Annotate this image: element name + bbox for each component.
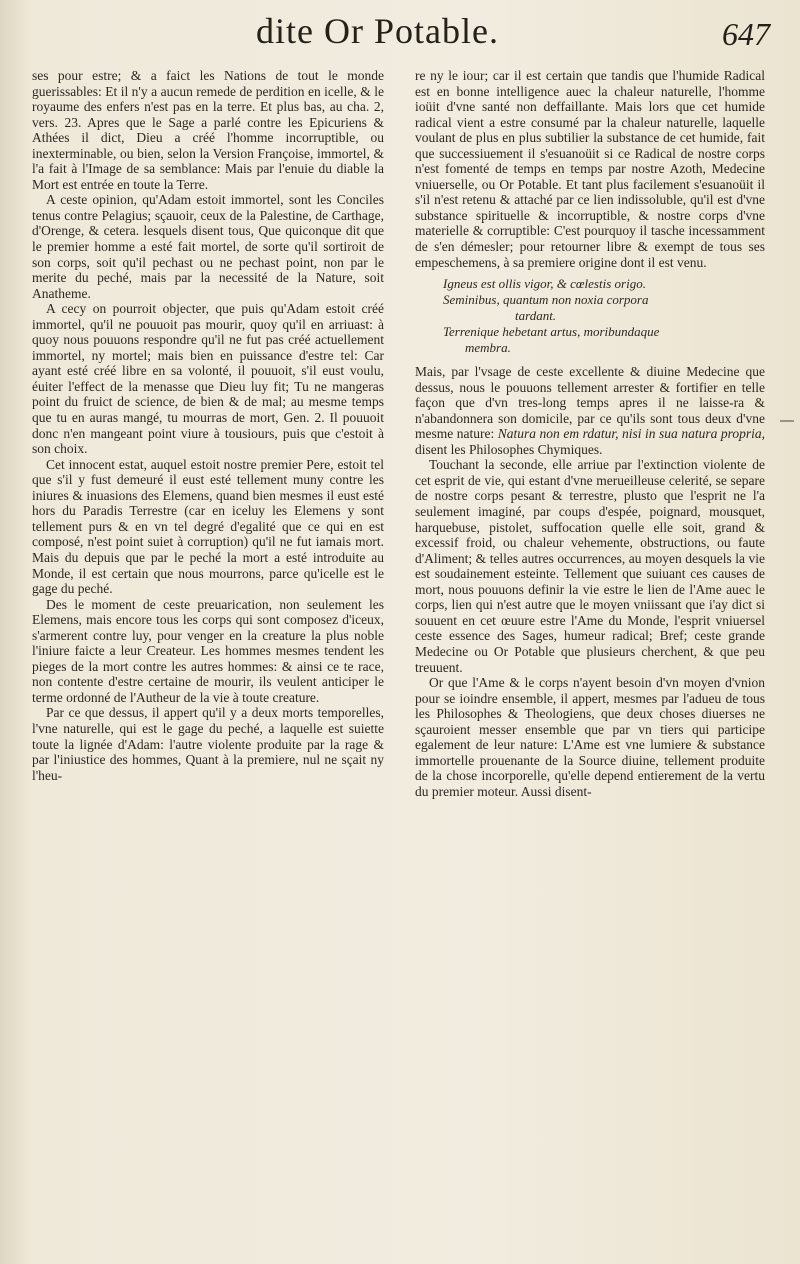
- verse-line: Igneus est ollis vigor, & cœlestis origo.: [443, 276, 646, 292]
- verse-line: Seminibus, quantum non noxia corpora: [443, 292, 649, 308]
- verse-line: tardant.: [515, 308, 557, 324]
- paragraph: A ceste opinion, qu'Adam estoit immortel, sont les Conciles tenus contre Pelagius; sçauoir, ceux de la Palestine, de Carthage, d'Orenge, & cetera. lesquels disent tous, Que quiconque dit que le premier homme a esté fait mortel, de sorte qu'il sortiroit de son corps, soit qu'il pechast ou ne pechast point, non par le merite du peché, mais par la necessité de la Nature, soit Anatheme.: [32, 192, 384, 301]
- left-column: [32, 68, 384, 1248]
- paragraph: A cecy on pourroit objecter, que puis qu'Adam estoit créé immortel, qu'il ne pouuoit pas mourir, quoy qu'il en arriuast: à quoy nous pouuons respondre qu'il ne fut pas créé actuellement immortel, ny mortel; mais bien en puissance d'estre tel: Car ayant esté créé libre en sa volonté, il pouuoit, s'il eust voulu, éuiter l'effect de la menasse que Dieu luy fit; Tu ne mangeras point du fruict de science, de bien & de mal; au mesme temps que tu en auras mangé, tu mourras de mort, Gen. 2. Il pouuoit donc n'en mangeant point viure à tousiours, puis que c'estoit à son choix.: [32, 301, 384, 457]
- paragraph-text: Mais, par l'vsage de ceste excellente & diuine Medecine que dessus, nous le pouuons tellement arrester & fortifier en telle façon que d'vn tres-long temps apres il ne laisse-ra & n'abandonnera son domicile, par ce qu'ils sont tous deux d'vne mesme nature:: [415, 364, 765, 442]
- verse-line: membra.: [465, 340, 511, 356]
- paragraph: ses pour estre; & a faict les Nations de tout le monde guerissables: Et il n'y a aucun remede de perdition en icelle, & le royaume des enfers n'est pas en la terre. Et plus bas, au cha. 2, vers. 23. Apres que le Sage a parlé contre les Epicuriens & Athées il dict, Dieu a créé l'homme incorruptible, ou inexterminable, ou bien, selon la Version Françoise, immortel, & l'a fait à l'Image de sa semblance: Mais par l'enuie du diable la Mort est entrée en toute la Terre.: [32, 68, 384, 192]
- paragraph-text: disent les Philosophes Chymiques.: [415, 441, 603, 457]
- latin-quote: Natura non em rdatur, nisi in sua natura propria,: [497, 426, 765, 442]
- paragraph: Touchant la seconde, elle arriue par l'extinction violente de cet esprit de vie, qui estant d'vne merueilleuse celerité, se separe de nostre corps pesant & terrestre, plusto que l'esprit ne l'a seulement imaginé, par coups d'espée, poignard, mousquet, harquebuse, pistolet, suffocation quelle elle soit, grand & excessif froid, ou chaleur vehemente, obstructions, ou faute d'Aliment; & telles autres occurrences, au moyen desquels la vie est soudainement esteinte. Tellement que suiuant ces causes de mort, nous pouuons definir la vie estre le lien de l'Ame auec le corps, lien qui n'est autre que le moyen vniissant que i'ay dict si souuent en cet œuure estre l'Ame du Monde, l'esprit vniuersel ceste essence des Sages, humeur radical; Bref; ceste grande Medecine ou Or Potable que plusieurs cherchent, & que peu treuuent.: [415, 457, 765, 675]
- verse-line: Terrenique hebetant artus, moribundaque: [443, 324, 660, 340]
- paragraph: Or que l'Ame & le corps n'ayent besoin d'vn moyen d'vnion pour se ioindre ensemble, il appert, mesmes par l'adueu de tous les Philosophes & Theologiens, que deux choses diuerses ne sçauroient messer ensemble que par vn tiers qui participe egalement de leur nature: L'Ame est vne lumiere & substance immortelle prouenante de la Source diuine, tellement produite de la chose incorporelle, qu'elle depend entierement de la vertu du premier moteur. Aussi disent-: [415, 675, 765, 799]
- paragraph: Par ce que dessus, il appert qu'il y a deux morts temporelles, l'vne naturelle, qui est le gage du peché, a laquelle est suiette toute la lignée d'Adam: l'autre violente produite par la rage & par l'iniustice des hommes, Quant à la premiere, nul ne sçait ny l'heu-: [32, 705, 384, 783]
- page-number: 647: [722, 16, 770, 52]
- paragraph: [415, 364, 765, 457]
- paragraph: Cet innocent estat, auquel estoit nostre premier Pere, estoit tel que s'il y fust demeuré il eust esté tellement muny contre les iniures & inuasions des Elemens, quand bien mesmes il eust esté hors du Paradis Terrestre (car en iceluy les Elemens y sont tellement purs & en vn tel degré d'egalité que ce qui en est composé, n'est point suiet à corruption) qu'il ne fut iamais mort. Mais du depuis que par le peché la mort a esté introduite au Monde, il est certain que nous mourrons, parce qu'icelle est le gage du peché.: [32, 456, 384, 597]
- paragraph: Des le moment de ceste preuarication, non seulement les Elemens, mais encore tous les corps qui sont composez d'iceux, s'armerent contre luy, pour venger en la creature la plus noble l'iniure faicte a leur Createur. Les hommes mesmes tendent les pieges de la mort contre les autres hommes: & ainsi ce te race, non contente d'estre certaine de mourir, ils veulent anticiper le terme ordonné de l'Autheur de la vie à toute creature.: [32, 596, 384, 705]
- page-header: [0, 10, 800, 60]
- running-title: dite Or Potable.: [256, 11, 499, 51]
- page-edge-mark: [780, 420, 794, 422]
- latin-verse: [443, 276, 765, 356]
- right-column: [415, 68, 765, 1248]
- paragraph: re ny le iour; car il est certain que tandis que l'humide Radical est en bonne intelligence auec la chaleur naturelle, l'homme ioüit d'vne santé non deffaillante. Mais lors que cet humide radical vient a estre consumé par la chaleur naturelle, laquelle voulant de plus en plus subtilier la substance de cet humide, fait que successiuement il s'esuanoüit si ce Radical de nostre corps n'est fomenté de temps en temps par nostre Azoth, Medecine vniuerselle, ou Or Potable. Et tant plus facilement s'esuanoüit il s'il n'est retenu & attaché par ce lien indissoluble, qu'il est d'vne substance spirituelle & incorruptible, & nostre corps d'vne materielle & corruptible: C'est pourquoy il tasche incessamment de s'en démesler; pour retourner libre & exempt de tous ses empeschemens, à sa premiere origine dont il est venu.: [415, 68, 765, 270]
